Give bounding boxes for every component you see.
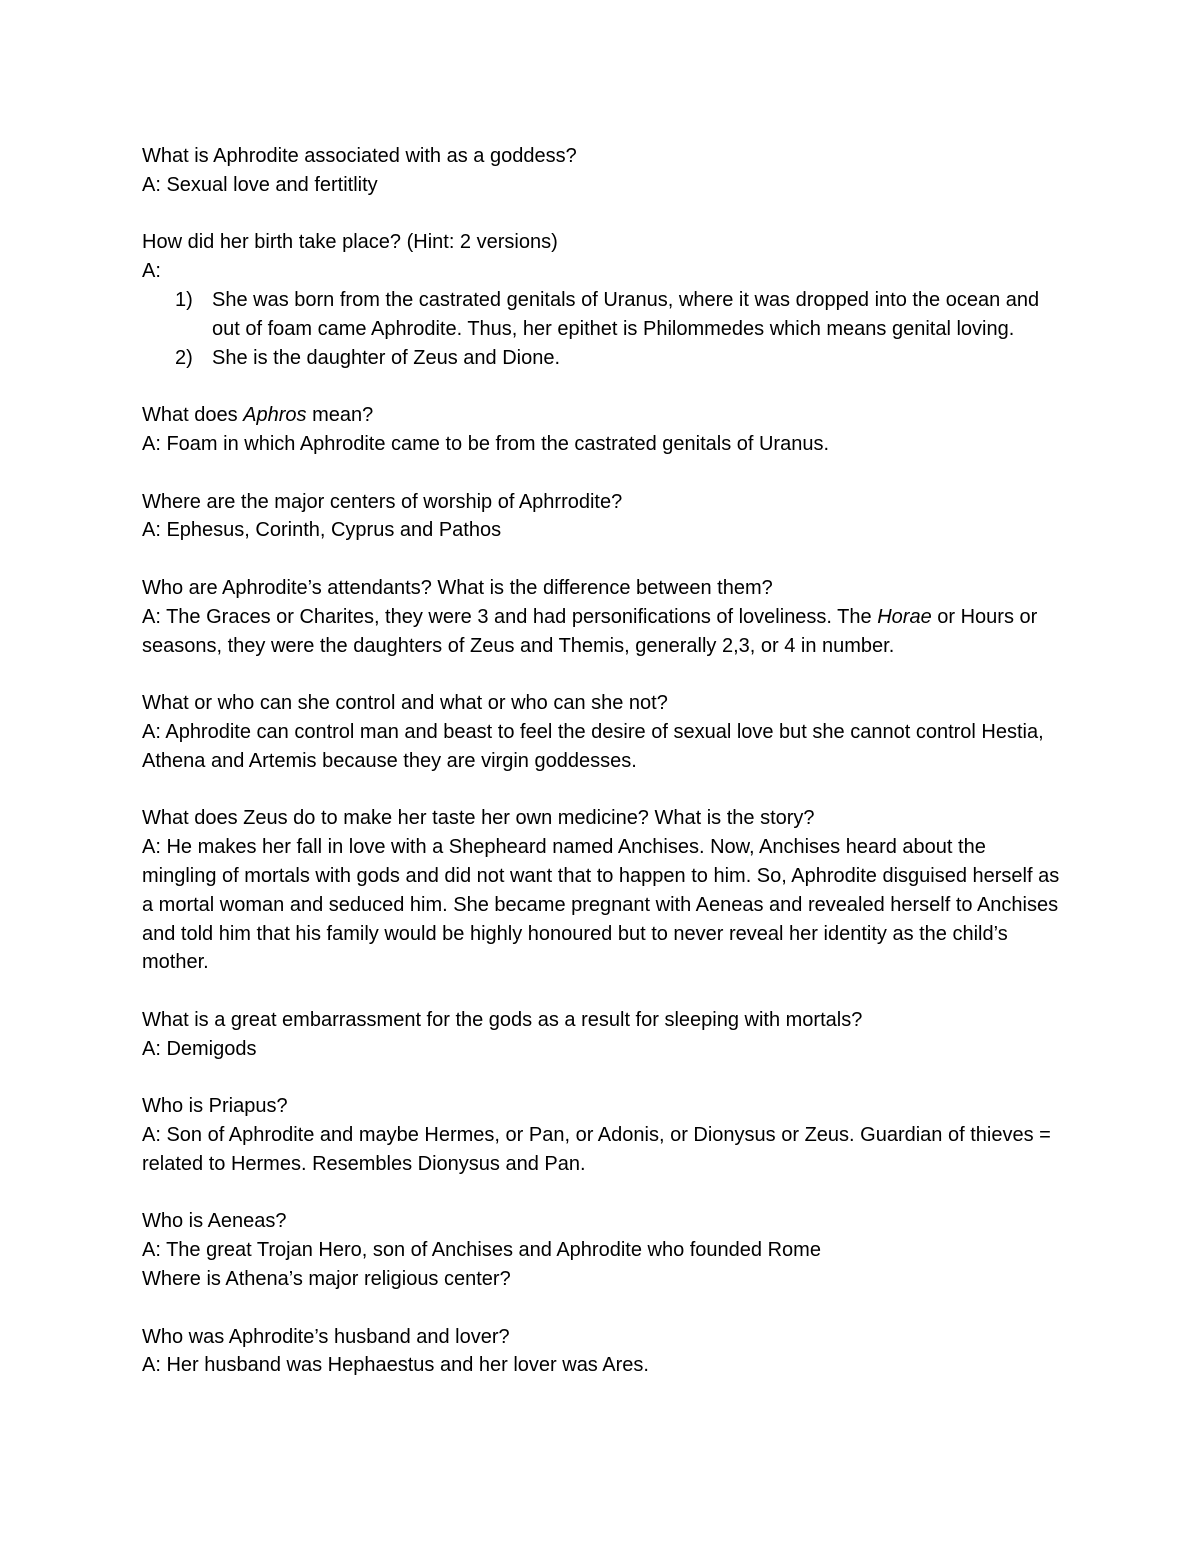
answer: A: Aphrodite can control man and beast to feel the desire of sexual love but she cannot control Hestia, Athena and Artemis because they are virgin goddesses.	[142, 720, 1049, 772]
qa-block	[142, 228, 1062, 372]
question: Where is Athena’s major religious center?	[142, 1268, 511, 1291]
answer: A: Sexual love and fertitlity	[142, 173, 378, 196]
qa-block	[142, 142, 1062, 200]
answer: A: Foam in which Aphrodite came to be from the castrated genitals of Uranus.	[142, 432, 830, 455]
qa-block	[142, 574, 1062, 660]
qa-block	[142, 488, 1062, 546]
qa-block	[142, 401, 1062, 459]
qa-block	[142, 1092, 1062, 1178]
question: What is a great embarrassment for the gods as a result for sleeping with mortals?	[142, 1008, 863, 1031]
qa-block	[142, 1207, 1062, 1293]
list-number: 1)	[175, 288, 193, 311]
question: How did her birth take place? (Hint: 2 versions)	[142, 231, 558, 254]
list-item-text: She is the daughter of Zeus and Dione.	[212, 346, 561, 369]
question: What does Aphros mean?	[142, 404, 374, 427]
list-item	[142, 286, 1062, 344]
answer: A: Her husband was Hephaestus and her lover was Ares.	[142, 1354, 649, 1377]
answer: A: Ephesus, Corinth, Cyprus and Pathos	[142, 519, 502, 542]
question: What is Aphrodite associated with as a goddess?	[142, 145, 577, 167]
numbered-list	[142, 286, 1062, 372]
question: Who are Aphrodite’s attendants? What is the difference between them?	[142, 576, 773, 599]
qa-block	[142, 1006, 1062, 1064]
question: What or who can she control and what or who can she not?	[142, 692, 668, 715]
document-body	[142, 142, 1065, 1380]
list-item-text: She was born from the castrated genitals of Uranus, where it was dropped into the ocean and out of foam came Aphrodite. Thus, her epithet is Philommedes which means genital loving.	[212, 288, 1040, 340]
qa-block	[142, 1323, 1062, 1381]
list-item	[142, 344, 1062, 373]
list-number: 2)	[175, 346, 193, 369]
answer-prefix: A:	[142, 260, 161, 283]
question: Who is Priapus?	[142, 1095, 288, 1118]
question: Who was Aphrodite’s husband and lover?	[142, 1325, 510, 1348]
answer: A: Demigods	[142, 1037, 257, 1060]
answer: A: He makes her fall in love with a Shepheard named Anchises. Now, Anchises heard about the mingling of mortals with gods and did not want that to happen to him. So, Aphrodite disguised herself as a mortal woman and seduced him. She became pregnant with Aeneas and revealed herself to Anchises and told him that his family would be highly honoured but to never reveal her identity as the child’s mother.	[142, 836, 1065, 974]
italic-term: Aphros	[243, 404, 307, 427]
question: What does Zeus do to make her taste her own medicine? What is the story?	[142, 807, 815, 830]
question: Where are the major centers of worship of Aphrrodite?	[142, 490, 623, 513]
answer: A: The Graces or Charites, they were 3 and had personifications of loveliness. The Horae or Hours or seasons, they were the daughters of Zeus and Themis, generally 2,3, or 4 in number.	[142, 605, 1043, 657]
answer: A: Son of Aphrodite and maybe Hermes, or Pan, or Adonis, or Dionysus or Zeus. Guardian of thieves = related to Hermes. Resembles Dionysus and Pan.	[142, 1124, 1057, 1175]
qa-block	[142, 689, 1062, 775]
answer: A: The great Trojan Hero, son of Anchises and Aphrodite who founded Rome	[142, 1239, 821, 1262]
qa-block	[142, 804, 1065, 977]
question: Who is Aeneas?	[142, 1210, 287, 1233]
italic-term: Horae	[877, 605, 932, 628]
